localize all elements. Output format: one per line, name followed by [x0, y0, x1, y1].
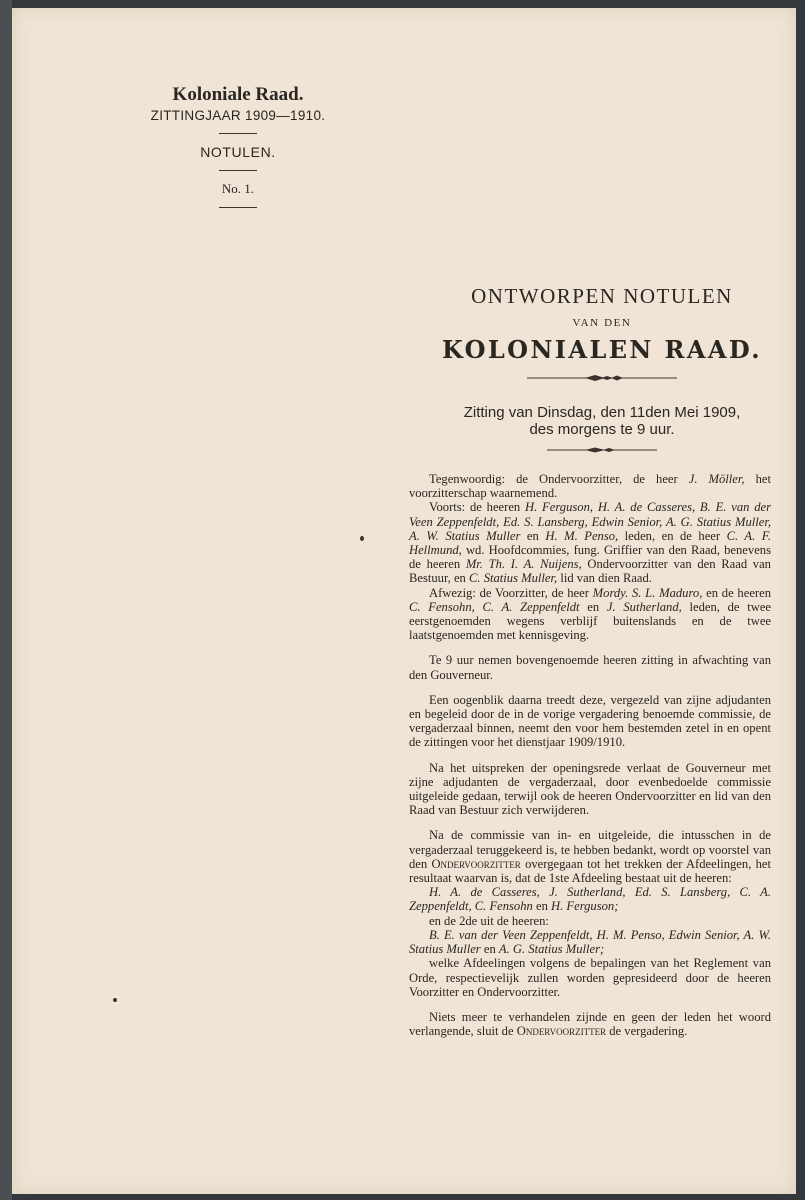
- title-line-2: VAN DEN: [572, 317, 632, 329]
- paragraph-section-2-intro: en de 2de uit de heeren:: [429, 913, 549, 928]
- paragraph-governor-leaves: Na het uitspreken der openingsrede verlaat de Gouverneur met zijne adjudanten de vergaderzaal, door evenbedoelde commissie uitgeleide gedaan, terwijl ook de heeren Ondervoorzitter en lid van den Raad van Bestuur zich verwijderen.: [409, 760, 771, 818]
- paragraph-absent: Afwezig: de Voorzitter, de heer Mordy. S. L. Maduro, en de heeren C. Fensohn, C. A. Zeppenfeldt en J. Sutherland, leden, de twee eerstgenoemden wegens verblijf buitenslands en de twee laatstgenoemden met kennisgeving.: [409, 585, 771, 643]
- paper-speck: [113, 998, 117, 1002]
- session-year: ZITTINGJAAR 1909—1910.: [150, 108, 326, 123]
- sitting-line-2: des morgens te 9 uur.: [529, 421, 675, 438]
- divider: [219, 170, 257, 171]
- title-block: [422, 284, 782, 458]
- paragraph-section-1-members: H. A. de Casseres, J. Sutherland, Ed. S. Lansberg, C. A. Zeppenfeldt, C. Fensohn en H. Ferguson;: [409, 885, 771, 914]
- ornament-divider-icon: [547, 446, 657, 454]
- divider: [219, 207, 257, 208]
- paragraph-sections: Na de commissie van in- en uitgeleide, die intusschen in de vergaderzaal teruggekeerd is, te hebben bedankt, wordt op voorstel van den Ondervoorzitter overgegaan tot het trekken der Afdeelingen, het resultaat waarvan is, dat de 1ste Afdeeling bestaat uit de heeren:: [409, 828, 771, 886]
- document-header: [120, 84, 356, 218]
- paragraph-also-present: Voorts: de heeren H. Ferguson, H. A. de Casseres, B. E. van der Veen Zeppenfeldt, Ed. S. Lansberg, Edwin Senior, A. G. Statius Muller, A. W. Statius Muller en H. M. Penso, leden, en de heer C. A. F. Hellmund, wd. Hoofdcommies, fung. Griffier van den Raad, benevens de heeren Mr. Th. I. A. Nuijens, Ondervoorzitter van den Raad van Bestuur, en C. Statius Muller, lid van dien Raad.: [409, 500, 772, 586]
- document-page: [12, 8, 796, 1194]
- document-type: NOTULEN.: [200, 144, 276, 160]
- paper-speck: [360, 536, 364, 541]
- paragraph-seating: Te 9 uur nemen bovengenoemde heeren zitting in afwachting van den Gouverneur.: [409, 653, 771, 682]
- minutes-body: [409, 472, 771, 1038]
- paragraph-governor-enters: Een oogenblik daarna treedt deze, vergezeld van zijne adjudanten en begeleid door de in de vorige vergadering benoemde commissie, de vergaderzaal binnen, neemt den voor hem bestemden zetel in en opent de zittingen voor het dienstjaar 1909/1910.: [409, 692, 771, 750]
- title-line-1: ONTWORPEN NOTULEN: [471, 284, 733, 308]
- divider: [219, 133, 257, 134]
- document-number: No. 1.: [221, 181, 255, 196]
- paragraph-section-2-members: B. E. van der Veen Zeppenfeldt, H. M. Penso, Edwin Senior, A. W. Statius Muller en A. G. Statius Muller;: [409, 927, 771, 957]
- ornament-divider-icon: [527, 374, 677, 382]
- scan-border: [0, 0, 12, 1200]
- paragraph-closing: Niets meer te verhandelen zijnde en geen der leden het woord verlangende, sluit de Ondervoorzitter de vergadering.: [409, 1009, 771, 1039]
- council-name: Koloniale Raad.: [172, 84, 304, 105]
- paragraph-present: Tegenwoordig: de Ondervoorzitter, de heer J. Möller, het voorzitterschap waarnemend.: [409, 472, 771, 501]
- paragraph-presiding: welke Afdeelingen volgens de bepalingen van het Reglement van Orde, respectievelijk zullen worden gepresideerd door de heeren Voorzitter en Ondervoorzitter.: [409, 956, 771, 999]
- title-line-3: KOLONIALEN RAAD.: [441, 335, 763, 364]
- sitting-line-1: Zitting van Dinsdag, den 11den Mei 1909,: [463, 404, 741, 421]
- sitting-date: [422, 404, 782, 438]
